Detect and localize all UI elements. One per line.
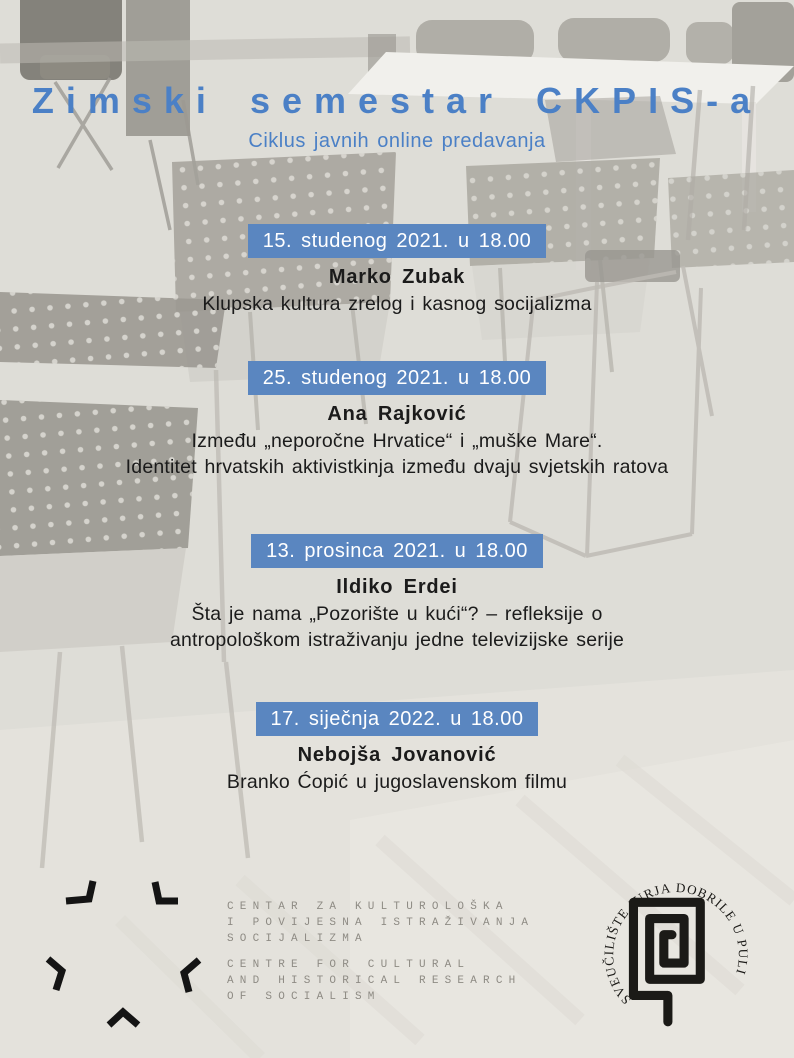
event-block-2 xyxy=(0,361,794,480)
event-4-date-banner: 17. siječnja 2022. u 18.00 xyxy=(256,702,539,736)
university-spiral-logo-icon xyxy=(597,876,757,1036)
org-en-line-2: AND HISTORICAL RESEARCH xyxy=(227,975,522,987)
org-hr-line-1: CENTAR ZA KULTUROLOŠKA xyxy=(227,901,509,913)
event-3-speaker: Ildiko Erdei xyxy=(336,576,458,598)
organisation-name xyxy=(227,899,534,1005)
org-hr-line-3: SOCIJALIZMA xyxy=(227,933,368,945)
spiral-icon xyxy=(633,902,700,1021)
university-logo-text: SVEUČILIŠTE JURJA DOBRILE U PULI xyxy=(601,879,751,1008)
event-2-lecture-title-line-2: Identitet hrvatskih aktivistkinja između dvaju svjetskih ratova xyxy=(125,456,669,478)
event-block-3 xyxy=(0,534,794,653)
event-block-1 xyxy=(0,224,794,317)
event-1-date-banner: 15. studenog 2021. u 18.00 xyxy=(248,224,547,258)
org-en-line-1: CENTRE FOR CULTURAL xyxy=(227,959,471,971)
event-3-date-banner: 13. prosinca 2021. u 18.00 xyxy=(251,534,543,568)
event-block-4 xyxy=(0,702,794,795)
event-1-speaker: Marko Zubak xyxy=(328,266,466,288)
organisation-name-english xyxy=(227,957,534,1005)
event-2-date-banner: 25. studenog 2021. u 18.00 xyxy=(248,361,547,395)
ckpis-star-logo-icon xyxy=(40,874,208,1034)
event-4-lecture-title: Branko Ćopić u jugoslavenskom filmu xyxy=(226,771,568,793)
event-2-speaker: Ana Rajković xyxy=(327,403,467,425)
org-hr-line-2: I POVIJESNA ISTRAŽIVANJA xyxy=(227,917,535,929)
event-1-lecture-title: Klupska kultura zrelog i kasnog socijalizma xyxy=(202,293,592,315)
org-en-line-3: OF SOCIALISM xyxy=(227,991,381,1003)
event-4-speaker: Nebojša Jovanović xyxy=(297,744,497,766)
event-3-lecture-title-line-1: Šta je nama „Pozorište u kući“? – refleksije o xyxy=(191,603,603,625)
event-3-lecture-title-line-2: antropološkom istraživanju jedne televizijske serije xyxy=(169,629,625,651)
poster-title: Zimski semestar CKPIS-a xyxy=(31,80,763,121)
event-2-lecture-title-line-1: Između „neporočne Hrvatice“ i „muške Mare“. xyxy=(191,430,603,452)
organisation-name-croatian xyxy=(227,899,534,947)
poster-subtitle: Ciklus javnih online predavanja xyxy=(248,130,546,152)
